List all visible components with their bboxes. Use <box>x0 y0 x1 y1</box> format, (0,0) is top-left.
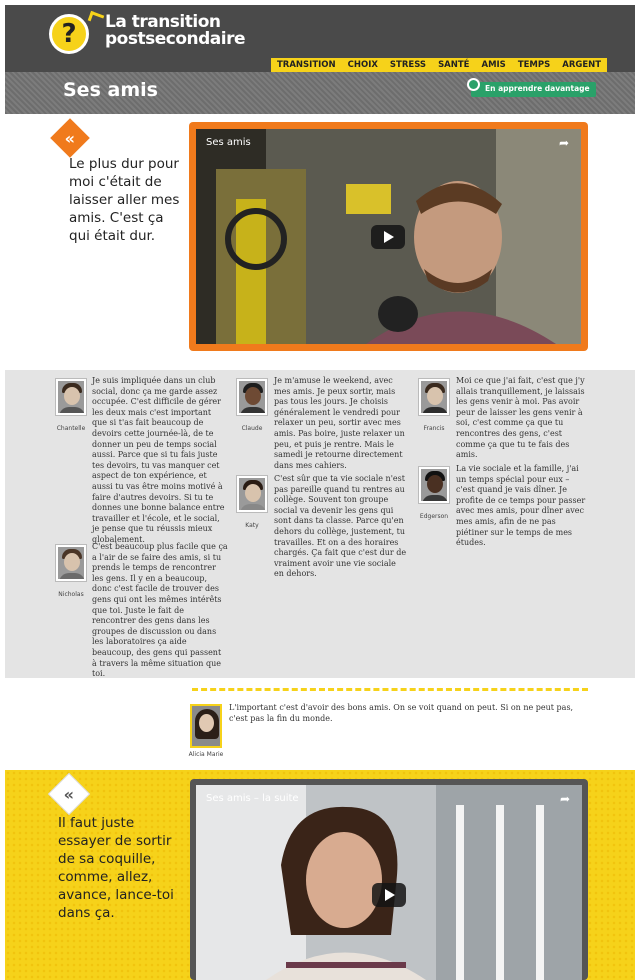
testimonial-text: C'est sûr que ta vie sociale n'est pas pareille quand tu rentres au collège. Souvent ton groupe social va devenir les gens qui sont dans ta classe. Parce qu'en dehors du collège, justement, tu travailles. Et on a des horaires chargés. Ça fait que c'est dur de vraiment avoir une vie sociale en dehors. <box>274 474 407 579</box>
video-title: Ses amis – la suite <box>206 793 299 804</box>
testimonial-name: Nicholas <box>58 591 84 598</box>
video-player[interactable] <box>189 122 588 351</box>
learn-more-label: En apprendre davantage <box>485 84 590 93</box>
logo-icon[interactable] <box>49 14 89 54</box>
avatar <box>237 476 267 512</box>
avatar <box>419 379 449 415</box>
info-pin-icon <box>467 78 480 91</box>
avatar <box>56 379 86 415</box>
site-title-line2: postsecondaire <box>105 29 245 49</box>
logo-spark-icon <box>88 11 105 25</box>
testimonial-text: Je suis impliquée dans un club social, donc ça me garde assez occupée. C'est difficile de gérer les deux mais c'est important que si t'as fait beaucoup de devoirs cette journée-là, de te donner un peu de temps social aussi. Parce que si tu fais juste tes devoirs, tu vas manquer cet aspect de ton expérience, et aussi tu vas être moins motivé à faire d'autres devoirs. Si tu te donnes une bonne balance entre travailler et l'école, et le social, je pense que tu réussis mieux globalement. <box>92 376 225 544</box>
video-frame[interactable] <box>196 785 582 980</box>
avatar <box>419 467 449 503</box>
avatar <box>190 704 222 748</box>
nav-item-choix[interactable]: CHOIX <box>347 60 378 70</box>
testimonial-name: Francis <box>423 425 445 432</box>
page-title: Ses amis <box>63 79 158 101</box>
testimonial-text: L'important c'est d'avoir des bons amis. On se voit quand on peut. Si on ne peut pas, c'est pas la fin du monde. <box>229 703 574 723</box>
quote-mark-glyph: « <box>64 128 76 148</box>
divider <box>192 688 588 691</box>
avatar <box>237 379 267 415</box>
nav-item-argent[interactable]: ARGENT <box>562 60 602 70</box>
video-player[interactable] <box>190 779 588 980</box>
testimonial-name: Alicia Marie <box>188 751 224 758</box>
video-title: Ses amis <box>206 137 251 148</box>
page-title-bar <box>5 72 635 114</box>
play-button-icon[interactable] <box>371 225 405 249</box>
testimonial-text: La vie sociale et la famille, j'ai un temps spécial pour eux – c'est quand je vais dîner. Je profite de ce temps pour passer avec mes amis, pour dîner avec mes amis, afin de ne pas piétiner sur le temps de mes études. <box>456 464 586 548</box>
testimonial-text: Moi ce que j'ai fait, c'est que j'y allais tranquillement, je laissais les gens venir à moi. Pas avoir peur de laisser les gens venir à soi, c'est comme ça que tu rencontres des gens, c'est comme ça que tu te fais des amis. <box>456 376 585 460</box>
testimonial-name: Katy <box>245 522 259 529</box>
site-title-line1: La transition <box>105 12 221 32</box>
site-header <box>5 5 635 72</box>
featured-quote: Il faut juste essayer de sortir de sa coquille, comme, allez, avance, lance-toi dans ça. <box>58 815 174 921</box>
play-button-icon[interactable] <box>372 883 406 907</box>
nav-item-transition[interactable]: TRANSITION <box>277 60 336 70</box>
testimonial-text: C'est beaucoup plus facile que ça a l'air de se faire des amis, si tu prends le temps de rencontrer les gens. Il y en a beaucoup, donc c'est facile de trouver des gens qui ont les mêmes intérêts que toi. Juste le fait de rencontrer des gens dans les groupes de discussion ou dans les laboratoires ça aide beaucoup, des gens qui passent à travers la même situation que toi. <box>92 542 228 679</box>
nav-item-amis[interactable]: AMIS <box>481 60 506 70</box>
learn-more-button[interactable] <box>471 82 596 97</box>
quote-mark-icon <box>50 118 90 158</box>
testimonials-section <box>5 370 635 678</box>
quote-mark-glyph: « <box>63 784 75 804</box>
logo-question-mark: ? <box>61 19 77 49</box>
share-icon[interactable]: ➦ <box>559 792 570 806</box>
nav-item-temps[interactable]: TEMPS <box>517 60 551 70</box>
nav-item-sante[interactable]: SANTÉ <box>438 60 470 70</box>
main-nav <box>271 58 607 73</box>
share-icon[interactable]: ➦ <box>558 136 569 150</box>
avatar <box>56 545 86 581</box>
testimonial-name: Claude <box>241 425 263 432</box>
featured-quote: Le plus dur pour moi c'était de laisser aller mes amis. C'est ça qui était dur. <box>69 156 180 244</box>
nav-item-stress[interactable]: STRESS <box>389 60 427 70</box>
testimonial-name: Edgerson <box>419 513 449 520</box>
testimonial-name: Chantelle <box>56 425 86 432</box>
site-title[interactable] <box>105 14 245 48</box>
testimonial-text: Je m'amuse le weekend, avec mes amis. Je peux sortir, mais pas tous les jours. Je choisis généralement le vendredi pour relaxer un peu, sortir avec mes amis. Pas boire, juste relaxer un peu, et puis je rentre. Mais le samedi je retourne directement dans mes cahiers. <box>274 376 405 470</box>
video-frame[interactable] <box>196 129 581 344</box>
